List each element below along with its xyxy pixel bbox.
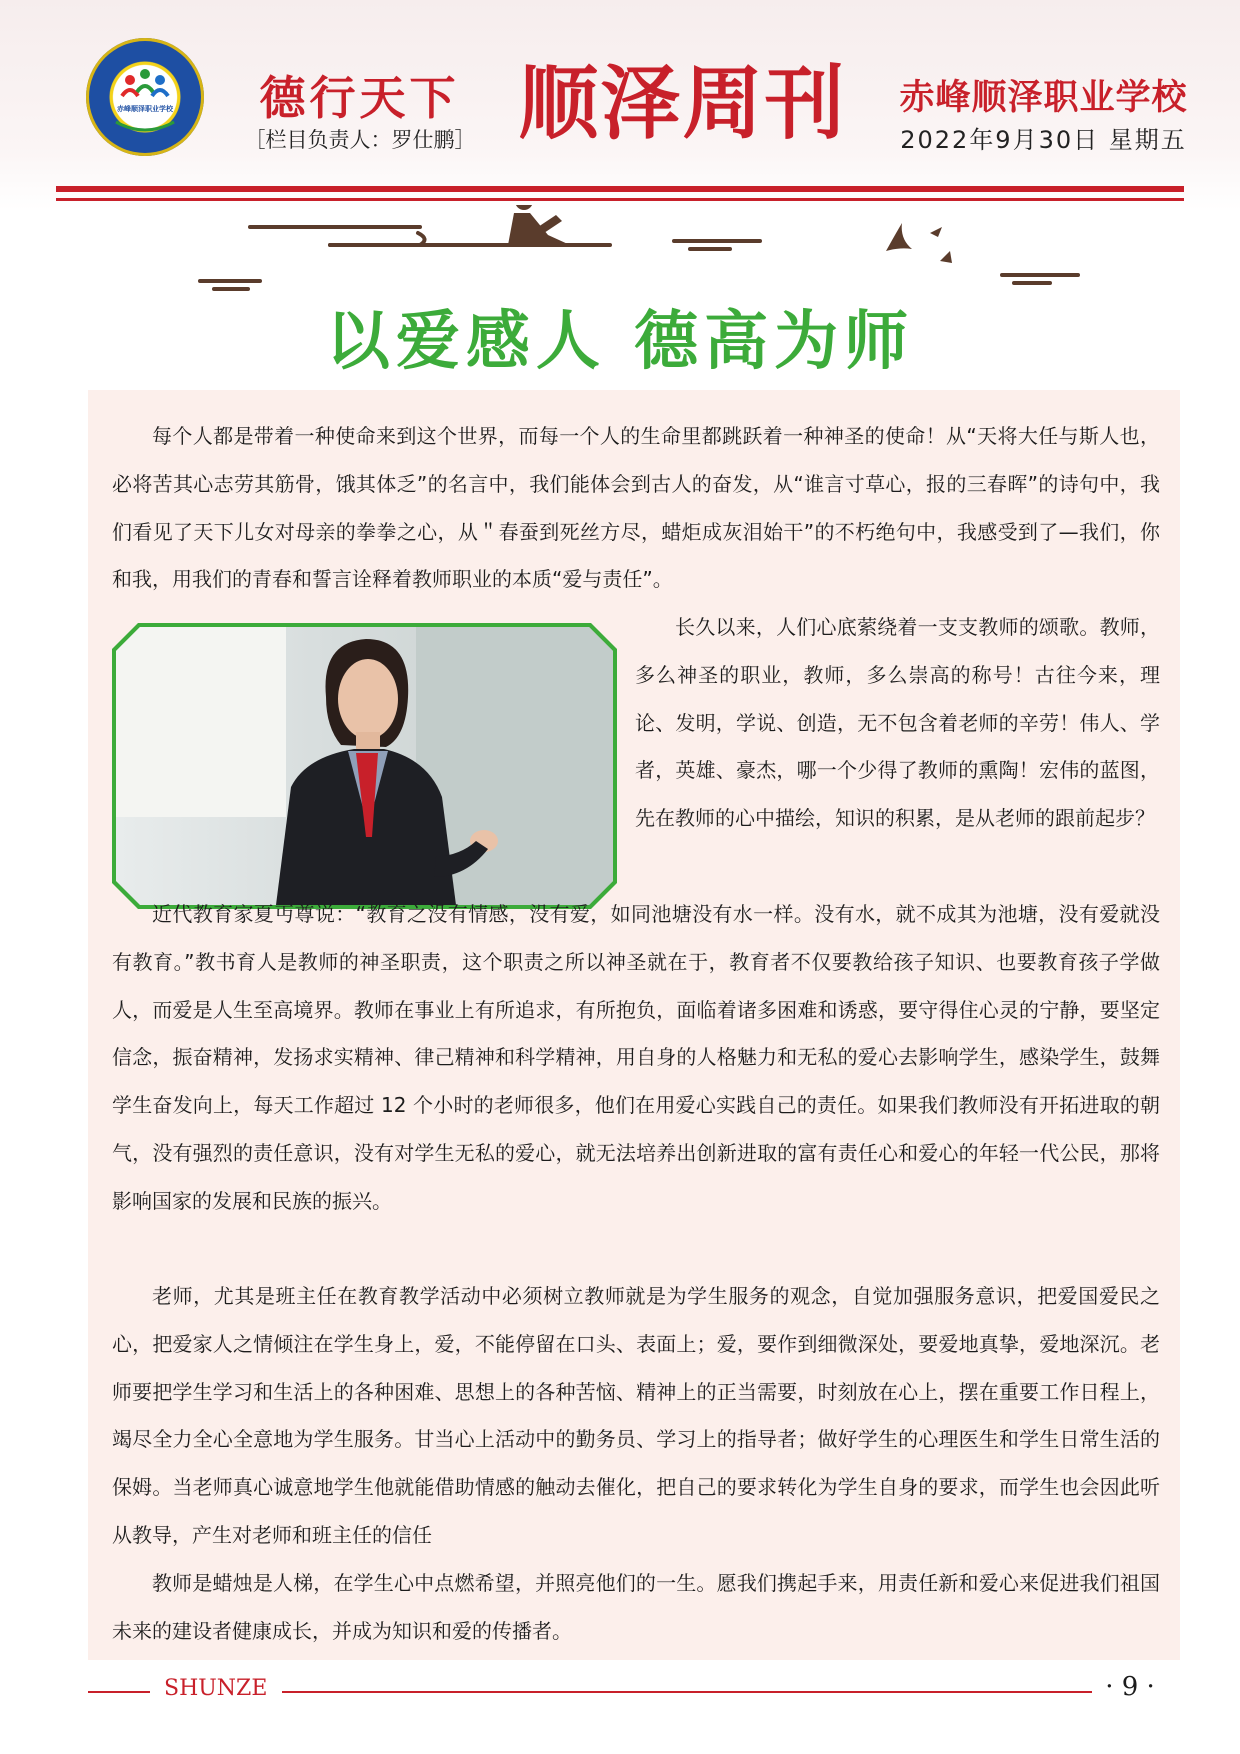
title-decoration bbox=[0, 205, 1240, 295]
page-number: · 9 · bbox=[1105, 1672, 1155, 1702]
logo-school-label: 赤峰顺泽职业学校 bbox=[117, 105, 173, 113]
column-editor: ［栏目负责人：罗仕鹏］ bbox=[244, 128, 476, 152]
article-paragraph-5: 教师是蜡烛是人梯，在学生心中点燃希望，并照亮他们的一生。愿我们携起手来，用责任新和爱心来促进我们祖国未来的建设者健康成长，并成为知识和爱的传播者。 bbox=[112, 1571, 1160, 1643]
article-paragraph-4: 老师，尤其是班主任在教育教学活动中必须树立教师就是为学生服务的观念，自觉加强服务意识，把爱国爱民之心，把爱家人之情倾注在学生身上，爱，不能停留在口头、表面上；爱，要作到细微深处，要爱地真挚，爱地深沉。老师要把学生学习和生活上的各种困难、思想上的各种苦恼、精神上的正当需要，时刻放在心上，摆在重要工作日程上，竭尽全力全心全意地为学生服务。甘当心上活动中的勤务员、学习上的指导者；做好学生的心理医生和学生日常生活的保姆。当老师真心诚意地学生他就能借助情感的触动去催化，把自己的要求转化为学生自身的要求，而学生也会因此听从教导，产生对老师和班主任的信任 bbox=[112, 1284, 1160, 1547]
article-paragraph-2: 长久以来，人们心底萦绕着一支支教师的颂歌。教师，多么神圣的职业，教师，多么崇高的称号！古往今来，理论、发明，学说、创造，无不包含着老师的辛劳！伟人、学者，英雄、豪杰，哪一个少得了教师的熏陶！宏伟的蓝图，先在教师的心中描绘，知识的积累，是从老师的跟前起步？ bbox=[635, 615, 1160, 831]
footer-rule-right bbox=[282, 1691, 1092, 1693]
article-paragraph-1: 每个人都是带着一种使命来到这个世界，而每一个人的生命里都跳跃着一种神圣的使命！从“天将大任与斯人也，必将苦其心志劳其筋骨，饿其体乏”的名言中，我们能体会到古人的奋发，从“谁言寸草心，报的三春晖”的诗句中，我们看见了天下儿女对母亲的拳拳之心，从＂春蚕到死丝方尽，蜡炬成灰泪始干”的不朽绝句中，我感受到了—我们，你和我，用我们的青春和誓言诠释着教师职业的本质“爱与责任”。 bbox=[112, 424, 1160, 592]
article-title: 以爱感人 德高为师 bbox=[325, 304, 915, 379]
column-title: 德行天下 bbox=[259, 71, 460, 125]
teacher-photo bbox=[112, 623, 617, 909]
teacher-photo-image bbox=[116, 627, 613, 905]
publication-title: 顺泽周刊 bbox=[518, 56, 847, 150]
header-rule-thick bbox=[56, 186, 1184, 192]
issue-date: 2022年9月30日 星期五 bbox=[900, 126, 1187, 154]
school-name: 赤峰顺泽职业学校 bbox=[899, 78, 1188, 118]
header-rule-thin bbox=[56, 198, 1184, 201]
article-paragraph-3: 近代教育家夏丏尊说：“教育之没有情感，没有爱，如同池塘没有水一样。没有水，就不成其为池塘，没有爱就没有教育。”教书育人是教师的神圣职责，这个职责之所以神圣就在于，教育者不仅要教给孩子知识、也要教育孩子学做人，而爱是人生至高境界。教师在事业上有所追求，有所抱负，面临着诸多困难和诱惑，要守得住心灵的宁静，要坚定信念，振奋精神，发扬求实精神、律己精神和科学精神，用自身的人格魅力和无私的爱心去影响学生，感染学生，鼓舞学生奋发向上，每天工作超过 12 个小时的老师很多，他们在用爱心实践自己的责任。如果我们教师没有开拓进取的朝气，没有强烈的责任意识，没有对学生无私的爱心，就无法培养出创新进取的富有责任心和爱心的年轻一代公民，那将影响国家的发展和民族的振兴。 bbox=[112, 902, 1160, 1213]
teacher-figure-icon bbox=[116, 627, 613, 905]
school-logo-emblem-icon bbox=[86, 38, 204, 156]
footer-rule-left bbox=[88, 1691, 150, 1693]
footer-brand: SHUNZE bbox=[164, 1676, 268, 1701]
school-logo bbox=[86, 38, 204, 156]
reading-figure-icon bbox=[508, 205, 570, 245]
flying-birds-icon bbox=[886, 223, 952, 263]
